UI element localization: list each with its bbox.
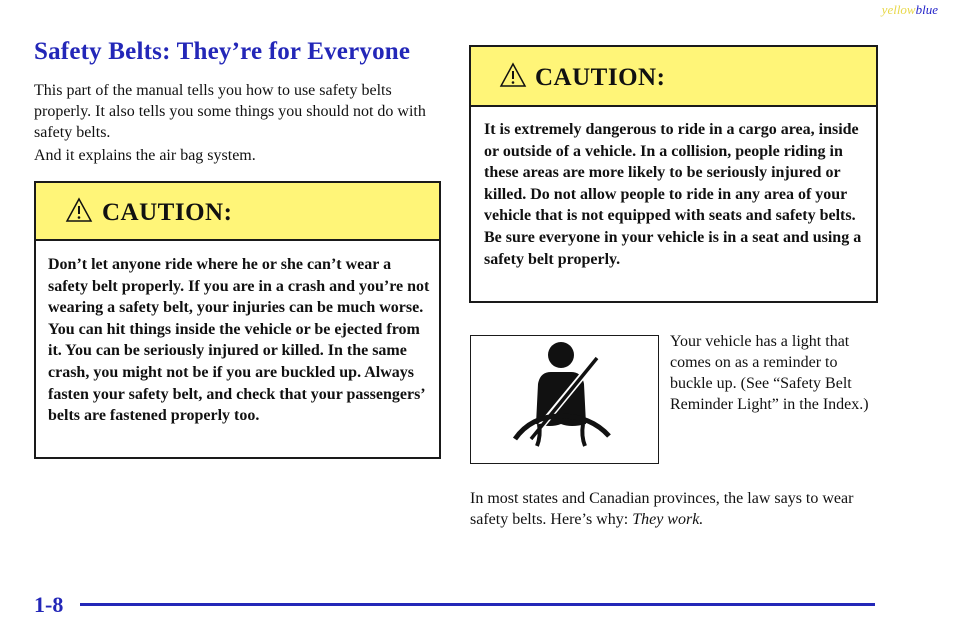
caution-heading: CAUTION:: [102, 199, 233, 226]
caution-box-right: [469, 45, 878, 303]
warning-triangle-icon: [65, 197, 93, 223]
page-number: 1-8: [34, 592, 64, 617]
warning-triangle-icon: [499, 62, 527, 88]
section-title: Safety Belts: They’re for Everyone: [34, 38, 411, 65]
intro-paragraph-1: This part of the manual tells you how to use safety belts properly. It also tells you some things you should not do with safety belts.: [34, 82, 426, 141]
caution-box-left: [34, 181, 441, 459]
footer-rule: [80, 603, 875, 606]
reminder-light-paragraph: Your vehicle has a light that comes on as a reminder to buckle up. (See “Safety Belt Reminder Light” in the Index.): [670, 333, 869, 413]
caution-text: Don’t let anyone ride where he or she can’t wear a safety belt properly. If you are in a crash and you’re not wearing a safety belt, your injuries can be much worse. You can hit things inside the vehicle or be ejected from it. You can be seriously injured or killed. In the same crash, you might not be if you are buckled up. Always fasten your safety belt, and check that your passengers’ belts are fastened properly too.: [48, 256, 430, 425]
law-emphasis: They work.: [632, 511, 704, 528]
caution-heading: CAUTION:: [535, 64, 666, 91]
corner-mark-blue: blue: [915, 2, 938, 17]
intro-paragraph-2: And it explains the air bag system.: [34, 147, 256, 164]
caution-text: It is extremely dangerous to ride in a cargo area, inside or outside of a vehicle. In a collision, people riding in these areas are more likely to be seriously injured or killed. Do not allow people to ride in any area of your vehicle that is not equipped with seats and safety belts. Be sure everyone in your vehicle is in a seat and using a safety belt properly.: [484, 121, 862, 268]
seatbelt-reminder-illustration: [470, 335, 659, 464]
corner-mark: [882, 2, 938, 18]
law-paragraph: [470, 488, 880, 530]
corner-mark-yellow: yellow: [881, 2, 916, 17]
caution-header: [36, 183, 439, 241]
caution-header: [471, 47, 876, 107]
law-text: In most states and Canadian provinces, the law says to wear safety belts. Here’s why:: [470, 490, 854, 528]
seatbelt-person-icon: [471, 336, 658, 463]
